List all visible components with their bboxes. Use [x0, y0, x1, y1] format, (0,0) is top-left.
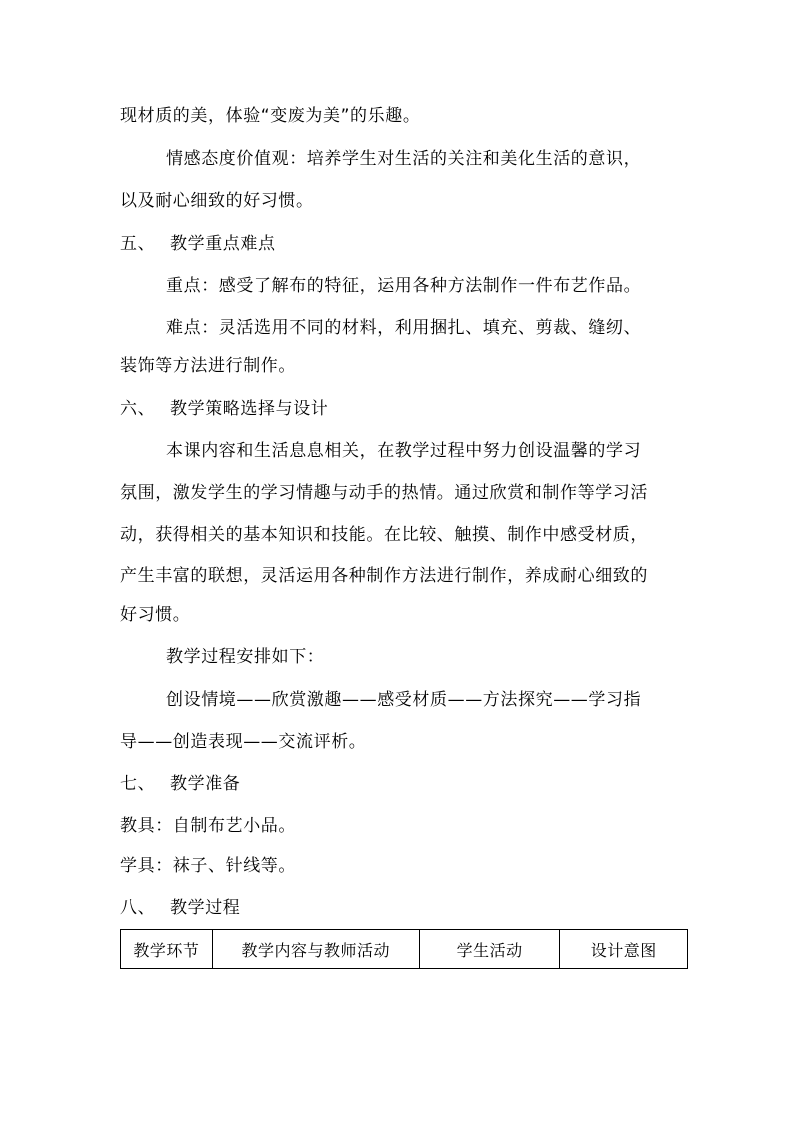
- paragraph-line: 难点：灵活选用不同的材料，利用捆扎、填充、剪裁、缝纫、: [166, 318, 642, 338]
- heading-number: 八、: [120, 898, 156, 918]
- paragraph-line: 创设情境——欣赏激趣——感受材质——方法探究——学习指: [166, 690, 642, 710]
- paragraph-line: 好习惯。: [120, 605, 191, 625]
- heading-number: 七、: [120, 774, 156, 794]
- section-heading-7: [120, 773, 240, 795]
- paragraph-line: 现材质的美，体验“变废为美”的乐趣。: [120, 106, 421, 126]
- heading-title: 教学过程: [170, 898, 241, 918]
- table-header-cell: 设计意图: [590, 940, 657, 960]
- heading-number: 五、: [120, 234, 156, 254]
- section-heading-6: [120, 398, 328, 420]
- teaching-process-table: [120, 929, 688, 969]
- paragraph-line: 学具：袜子、针线等。: [120, 856, 296, 876]
- paragraph-line: 情感态度价值观：培养学生对生活的关注和美化生活的意识，: [166, 149, 642, 169]
- paragraph-line: 导——创造表现——交流评析。: [120, 732, 367, 752]
- paragraph-line: 重点：感受了解布的特征，运用各种方法制作一件布艺作品。: [166, 276, 642, 296]
- paragraph-line: 动，获得相关的基本知识和技能。在比较、触摸、制作中感受材质，: [120, 525, 648, 545]
- heading-title: 教学重点难点: [170, 234, 276, 254]
- heading-number: 六、: [120, 399, 156, 419]
- table-header-cell: 教学内容与教师活动: [213, 930, 420, 968]
- heading-title: 教学准备: [170, 774, 241, 794]
- paragraph-line: 以及耐心细致的好习惯。: [120, 191, 314, 211]
- table-header-cell: 学生活动: [420, 930, 561, 968]
- section-heading-8: [120, 897, 240, 919]
- paragraph-line: 本课内容和生活息息相关，在教学过程中努力创设温馨的学习: [166, 441, 642, 461]
- table-header-cell: 教学环节: [121, 930, 213, 968]
- paragraph-line: 产生丰富的联想，灵活运用各种制作方法进行制作，养成耐心细致的: [120, 566, 648, 586]
- paragraph-line: 氛围，激发学生的学习情趣与动手的热情。通过欣赏和制作等学习活: [120, 483, 648, 503]
- heading-title: 教学策略选择与设计: [170, 399, 329, 419]
- paragraph-line: 教具：自制布艺小品。: [120, 816, 296, 836]
- paragraph-line: 教学过程安排如下：: [166, 647, 325, 667]
- paragraph-line: 装饰等方法进行制作。: [120, 356, 296, 376]
- section-heading-5: [120, 233, 276, 255]
